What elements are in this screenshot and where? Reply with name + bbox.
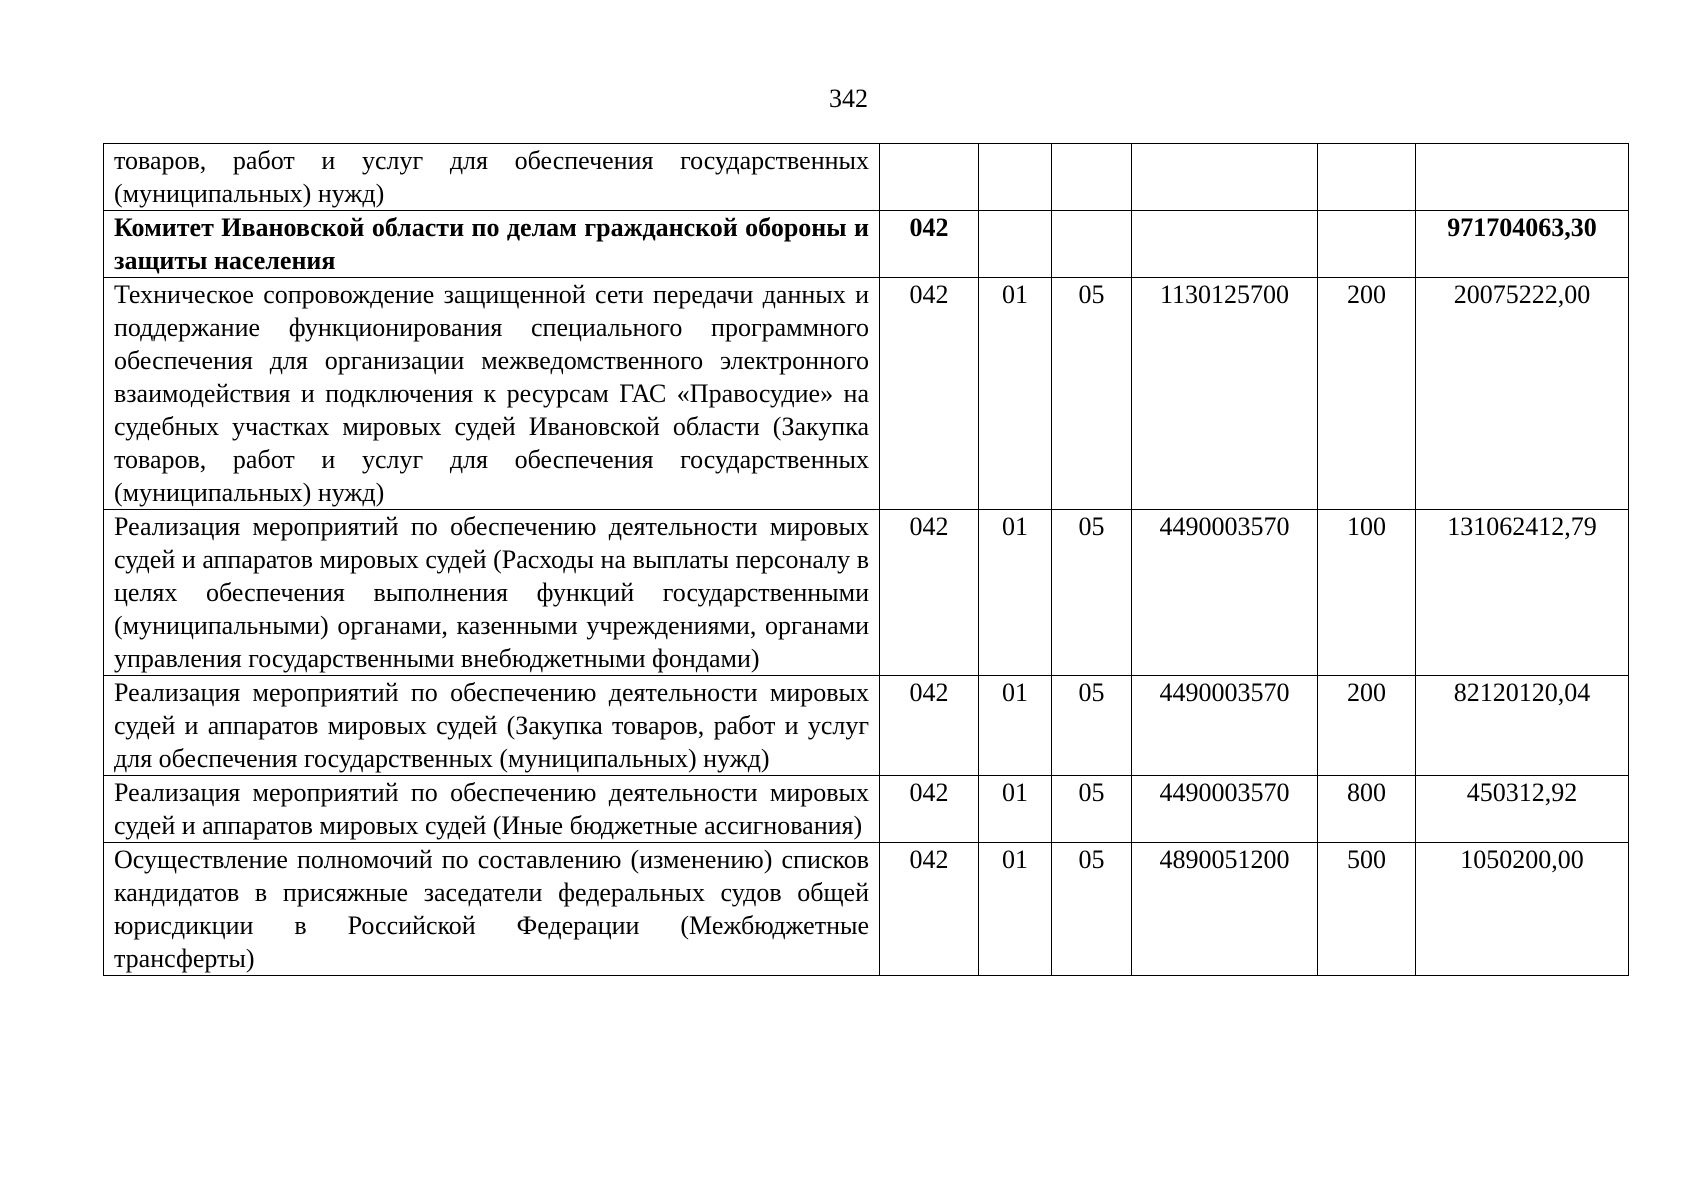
subsection-code-cell: 05 <box>1052 676 1132 776</box>
amount-cell: 450312,92 <box>1416 776 1629 843</box>
ministry-code-cell: 042 <box>880 843 979 976</box>
ministry-code-cell: 042 <box>880 211 979 278</box>
target-article-code-cell: 4890051200 <box>1132 843 1318 976</box>
ministry-code-cell: 042 <box>880 776 979 843</box>
amount-cell: 20075222,00 <box>1416 278 1629 510</box>
ministry-code-cell: 042 <box>880 278 979 510</box>
expense-name-cell: Реализация мероприятий по обеспечению деятельности мировых судей и аппаратов мировых судей (Иные бюджетные ассигнования) <box>104 776 880 843</box>
ministry-code-cell <box>880 144 979 211</box>
expense-type-code-cell: 200 <box>1318 676 1416 776</box>
expense-type-code-cell <box>1318 144 1416 211</box>
amount-cell: 82120120,04 <box>1416 676 1629 776</box>
expense-name-cell: Комитет Ивановской области по делам гражданской обороны и защиты населения <box>104 211 880 278</box>
amount-cell: 131062412,79 <box>1416 510 1629 676</box>
amount-cell: 1050200,00 <box>1416 843 1629 976</box>
section-code-cell <box>979 211 1052 278</box>
section-code-cell: 01 <box>979 510 1052 676</box>
table-row <box>104 510 1629 676</box>
expense-type-code-cell: 800 <box>1318 776 1416 843</box>
expense-type-code-cell: 500 <box>1318 843 1416 976</box>
table-row <box>104 843 1629 976</box>
expense-type-code-cell <box>1318 211 1416 278</box>
page-number: 342 <box>829 84 868 113</box>
expense-name-cell: Осуществление полномочий по составлению (изменению) списков кандидатов в присяжные заседатели федеральных судов общей юрисдикции в Российской Федерации (Межбюджетные трансферты) <box>104 843 880 976</box>
table-row <box>104 776 1629 843</box>
table-row <box>104 278 1629 510</box>
subsection-code-cell <box>1052 211 1132 278</box>
expense-name-cell: Техническое сопровождение защищенной сети передачи данных и поддержание функционирования специального программного обеспечения для организации межведомственного электронного взаимодействия и подключения к ресурсам ГАС «Правосудие» на судебных участках мировых судей Ивановской области (Закупка товаров, работ и услуг для обеспечения государственных (муниципальных) нужд) <box>104 278 880 510</box>
table-row <box>104 676 1629 776</box>
expense-type-code-cell: 100 <box>1318 510 1416 676</box>
subsection-code-cell <box>1052 144 1132 211</box>
expense-name-cell: Реализация мероприятий по обеспечению деятельности мировых судей и аппаратов мировых судей (Закупка товаров, работ и услуг для обеспечения государственных (муниципальных) нужд) <box>104 676 880 776</box>
subsection-code-cell: 05 <box>1052 278 1132 510</box>
subsection-code-cell: 05 <box>1052 843 1132 976</box>
target-article-code-cell <box>1132 211 1318 278</box>
subsection-code-cell: 05 <box>1052 776 1132 843</box>
expense-name-cell: Реализация мероприятий по обеспечению деятельности мировых судей и аппаратов мировых судей (Расходы на выплаты персоналу в целях обеспечения выполнения функций государственными (муниципальными) органами, казенными учреждениями, органами управления государственными внебюджетными фондами) <box>104 510 880 676</box>
ministry-code-cell: 042 <box>880 676 979 776</box>
target-article-code-cell: 4490003570 <box>1132 776 1318 843</box>
section-code-cell: 01 <box>979 278 1052 510</box>
target-article-code-cell <box>1132 144 1318 211</box>
section-code-cell: 01 <box>979 843 1052 976</box>
subsection-code-cell: 05 <box>1052 510 1132 676</box>
target-article-code-cell: 4490003570 <box>1132 510 1318 676</box>
budget-table <box>103 143 1629 976</box>
table-row <box>104 144 1629 211</box>
table-row <box>104 211 1629 278</box>
expense-name-cell: товаров, работ и услуг для обеспечения государственных (муниципальных) нужд) <box>104 144 880 211</box>
target-article-code-cell: 1130125700 <box>1132 278 1318 510</box>
amount-cell <box>1416 144 1629 211</box>
target-article-code-cell: 4490003570 <box>1132 676 1318 776</box>
expense-type-code-cell: 200 <box>1318 278 1416 510</box>
ministry-code-cell: 042 <box>880 510 979 676</box>
amount-cell: 971704063,30 <box>1416 211 1629 278</box>
section-code-cell: 01 <box>979 676 1052 776</box>
section-code-cell <box>979 144 1052 211</box>
section-code-cell: 01 <box>979 776 1052 843</box>
